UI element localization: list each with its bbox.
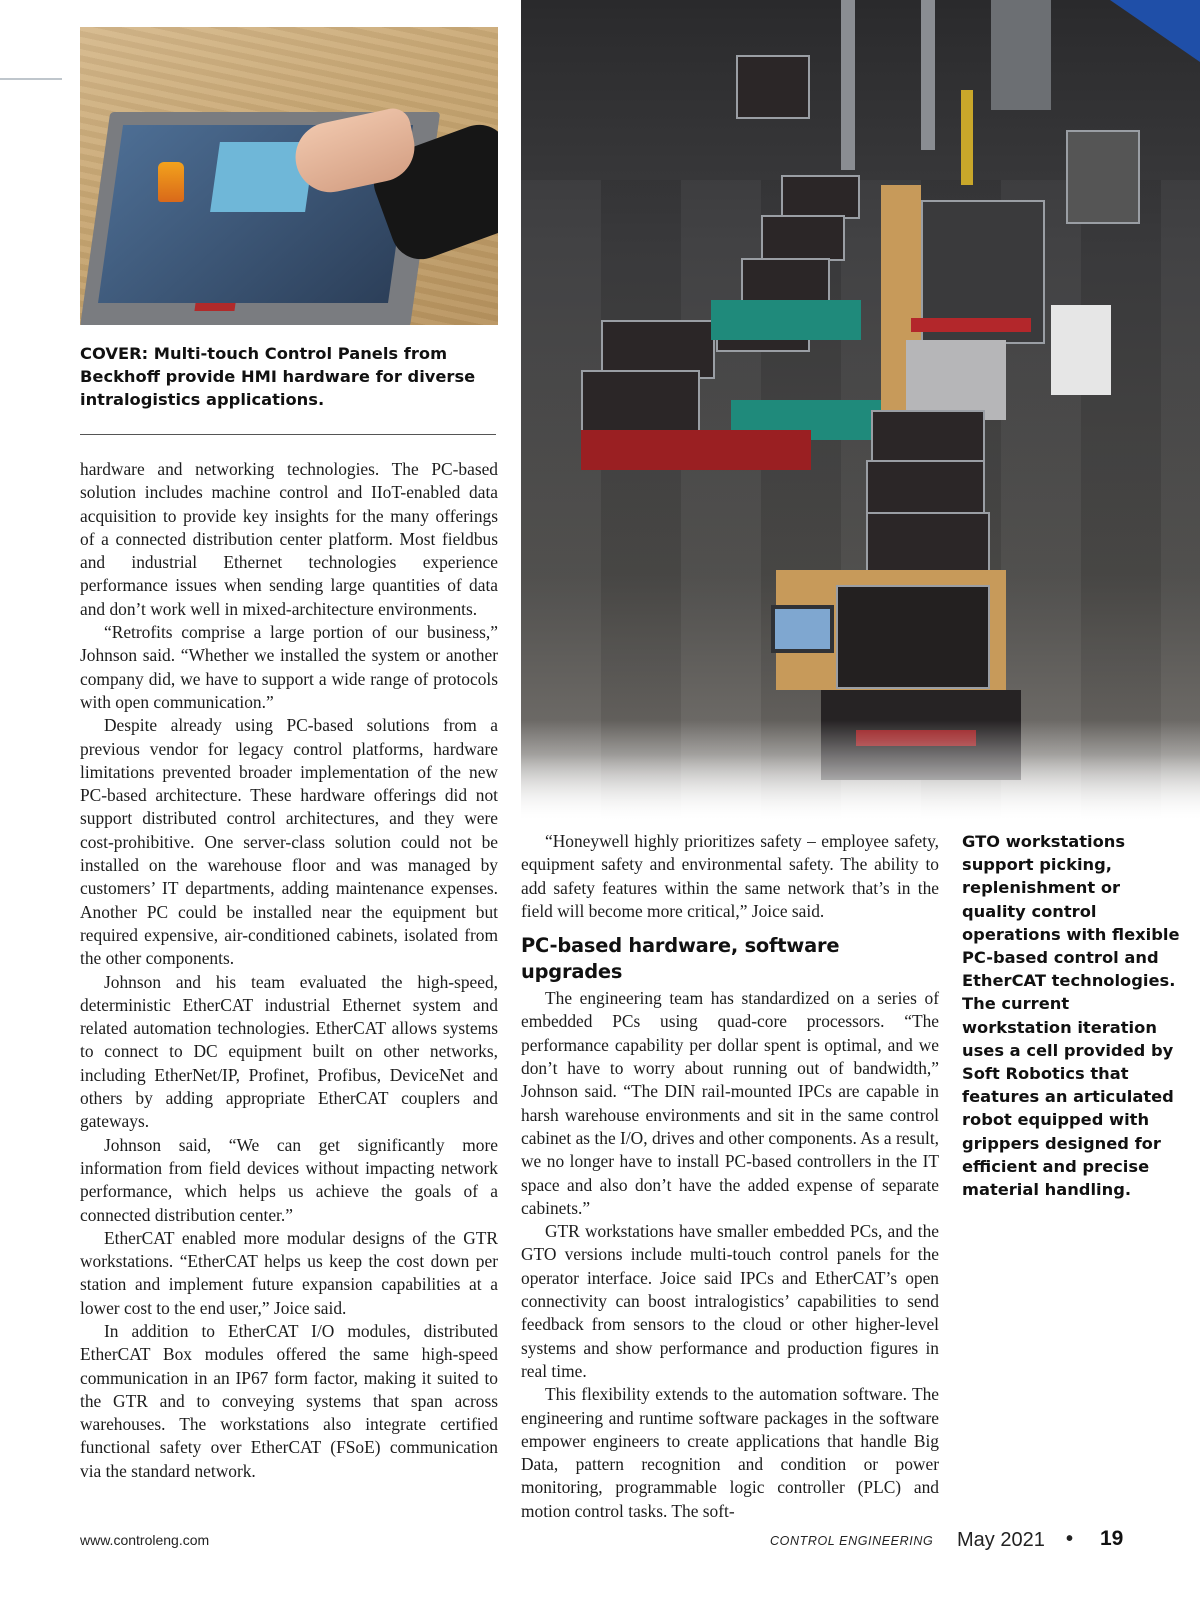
paragraph: EtherCAT enabled more modular designs of the GTR workstations. “EtherCAT helps us keep the cost down per station and implement future expansion capabilities at a lower cost to the end user,” Joice said.: [80, 1227, 498, 1318]
footer-url: www.controleng.com: [80, 1532, 210, 1548]
paragraph: “Honeywell highly prioritizes safety – employee safety, equipment safety and environmental safety. The ability to add safety features within the same network that’s in the field will become more critical,” Joice said.: [521, 831, 939, 921]
shelf-cart: [1066, 130, 1140, 224]
paragraph: “Retrofits comprise a large portion of our business,” Johnson said. “Whether we installed the system or another company did, we have to support a wide range of protocols with open communication.”: [80, 622, 498, 712]
paragraph: In addition to EtherCAT I/O modules, distributed EtherCAT Box modules offered the same high-speed communication in an IP67 form factor, making it suited to the GTR and to conveying systems that span across warehouses. The workstations also integrate certified functional safety over EtherCAT (FSoE) communication via the standard network.: [80, 1320, 498, 1481]
article-column-left: [80, 458, 498, 1483]
picking-tote: [836, 585, 990, 689]
tote-bin: [741, 258, 830, 306]
page-number: 19: [1100, 1527, 1124, 1550]
cover-photo-touch-panel: [80, 27, 498, 325]
honeywell-label-bar: [581, 430, 811, 470]
brand-logo-plate: [194, 303, 235, 311]
caption-divider: [80, 434, 496, 435]
page-edge-rule: [0, 78, 62, 80]
paragraph: Despite already using PC-based solutions from a previous vendor for legacy control platforms, hardware limitations prevented broader implementation of the new PC-based architecture. These hardware offerings did not support distributed control architectures, and they were cost-prohibitive. One server-class solution could not be installed on the warehouse floor and was managed by customers’ IT departments, adding maintenance expenses. Another PC could be installed near the equipment but required expensive, air-conditioned cabinets, isolated from the other components.: [80, 715, 498, 969]
paragraph: Johnson said, “We can get significantly more information from field devices without impacting network performance, which helps us achieve the goals of a connected distribution center.”: [80, 1134, 498, 1225]
paragraph: This flexibility extends to the automation software. The engineering and runtime software packages in the software empower engineers to create applications that handle Big Data, pattern recognition and condition or power monitoring, programmable logic controller (PLC) and motion control tasks. The soft-: [521, 1384, 939, 1521]
conveyor-rail: [841, 0, 855, 170]
paragraph: Johnson and his team evaluated the high-speed, deterministic EtherCAT industrial Ethernet system and related automation technologies. EtherCAT allows systems to connect to DC equipment built on other networks, including EtherNet/IP, Profinet, Profibus, DeviceNet and others by adding appropriate EtherCAT couplers and gateways.: [80, 971, 498, 1132]
conveyor-rail: [921, 0, 935, 150]
warehouse-photo: [521, 0, 1200, 820]
roller-conveyor: [906, 340, 1006, 420]
screen-product-image: [158, 162, 184, 202]
cover-caption: COVER: Multi-touch Control Panels from Beckhoff provide HMI hardware for diverse intralogistics applications.: [80, 344, 476, 410]
shelf-unit: [736, 55, 810, 119]
tote-bin: [781, 175, 860, 219]
honeywell-band: [911, 318, 1031, 332]
paragraph: hardware and networking technologies. The PC-based solution includes machine control and IIoT-enabled data acquisition to provide key insights for the many offerings of a connected distribution center platform. Most fieldbus and industrial Ethernet technologies experience performance issues when sending large quantities of data and don’t work well in mixed-architecture environments.: [80, 459, 498, 619]
section-heading: PC-based hardware, software upgrades: [521, 934, 840, 984]
conveyor-section: [991, 0, 1051, 110]
accent-corner: [1110, 0, 1200, 62]
tote-bin: [761, 215, 845, 261]
paragraph: GTR workstations have smaller embedded PCs, and the GTO versions include multi-touch control panels for the operator interface. Joice said IPCs and EtherCAT’s open connectivity can boost intralogistics’ capabilities to send feedback from sensors to the cloud or other higher-level systems and show performance and production figures in real time.: [521, 1221, 939, 1381]
photo-fade: [521, 720, 1200, 820]
gto-caption: GTO workstations support picking, replenishment or quality control operations with flexible PC-based control and EtherCAT technologies. The current workstation iteration uses a cell provided by Soft Robotics that features an articulated robot equipped with grippers designed for efficient and precise material handling.: [962, 832, 1180, 1200]
tote-bin: [581, 370, 700, 434]
tote-bin: [866, 512, 990, 576]
robot-arm: [961, 90, 973, 185]
footer-date: May 2021: [957, 1529, 1045, 1551]
station-touch-screen: [771, 605, 834, 653]
footer-bullet: •: [1066, 1528, 1074, 1550]
footer-magazine-name: CONTROL ENGINEERING: [770, 1534, 934, 1548]
electrical-cabinet: [1051, 305, 1111, 395]
article-column-middle: [521, 830, 939, 1523]
teal-tray: [711, 300, 861, 340]
paragraph: The engineering team has standardized on a series of embedded PCs using quad-core processors. “The performance capability per dollar spent is optimal, and we don’t have to worry about running out of bandwidth,” Johnson said. “The DIN rail-mounted IPCs are capable in harsh warehouse environments and sit in the same control cabinet as the I/O, drives and other components. As a result, we no longer have to install PC-based controllers in the IT space and also don’t have the added expense of separate cabinets.”: [521, 988, 939, 1218]
